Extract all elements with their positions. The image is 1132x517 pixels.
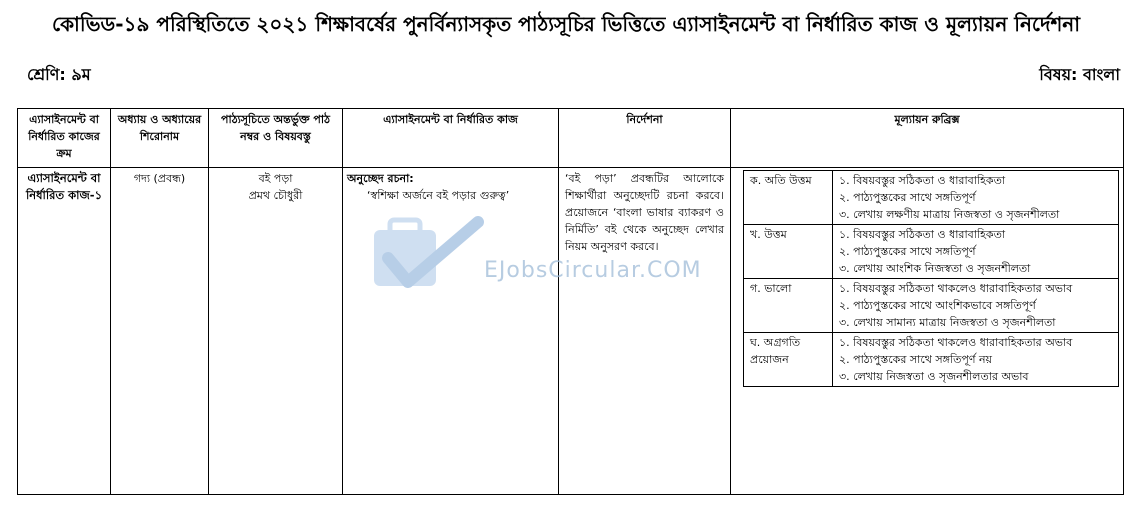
rubric-criterion: ৩. লেখায় সামান্য মাত্রায় নিজস্বতা ও সৃজনশীলতা xyxy=(839,316,1056,329)
header-lesson: পাঠ্যসূচিতে অন্তর্ভুক্ত পাঠ নম্বর ও বিষয়বস্তু xyxy=(209,109,343,168)
cell-rubric xyxy=(731,168,1124,495)
rubric-criterion: ২. পাঠ্যপুস্তকের সাথে সঙ্গতিপূর্ণ xyxy=(839,245,976,258)
rubric-table xyxy=(743,170,1119,387)
rubric-criteria xyxy=(833,333,1119,387)
rubric-row xyxy=(744,171,1119,225)
cell-assignment-no xyxy=(18,168,111,495)
rubric-criterion: ১. বিষয়বস্তুর সঠিকতা ও ধারাবাহিকতা xyxy=(839,174,1006,187)
table-header-row xyxy=(18,109,1124,168)
header-assignment-no: এ্যাসাইনমেন্ট বা নির্ধারিত কাজের ক্রম xyxy=(18,109,111,168)
rubric-level: ক. অতি উত্তম xyxy=(744,171,833,225)
cell-lesson xyxy=(209,168,343,495)
cell-chapter xyxy=(111,168,209,495)
subject-label: বিষয়: বাংলা xyxy=(1039,65,1120,84)
rubric-criteria xyxy=(833,279,1119,333)
header-rubric: মূল্যায়ন রুব্রিক্স xyxy=(731,109,1124,168)
rubric-criterion: ১. বিষয়বস্তুর সঠিকতা ও ধারাবাহিকতা xyxy=(839,228,1006,241)
rubric-criteria xyxy=(833,225,1119,279)
rubric-criterion: ৩. লেখায় নিজস্বতা ও সৃজনশীলতার অভাব xyxy=(839,370,1029,383)
header-chapter: অধ্যায় ও অধ্যায়ের শিরোনাম xyxy=(111,109,209,168)
class-label: শ্রেণি: ৯ম xyxy=(27,65,91,84)
assignment-table xyxy=(17,108,1124,495)
task-topic: ‘স্বশিক্ষা অর্জনে বই পড়ার গুরুত্ব’ xyxy=(367,189,510,202)
rubric-criterion: ২. পাঠ্যপুস্তকের সাথে সঙ্গতিপূর্ণ xyxy=(839,191,976,204)
cell-instruction xyxy=(559,168,731,495)
header-instruction: নির্দেশনা xyxy=(559,109,731,168)
rubric-criterion: ১. বিষয়বস্তুর সঠিকতা থাকলেও ধারাবাহিকতার অভাব xyxy=(839,336,1073,349)
rubric-row xyxy=(744,225,1119,279)
task-heading: অনুচ্ছেদ রচনা: xyxy=(347,172,414,185)
instruction-text: ‘বই পড়া’ প্রবন্ধটির আলোকে শিক্ষার্থীরা অনুচ্ছেদটি রচনা করবে। প্রয়োজনে ‘বাংলা ভাষার ব্যাকরণ ও নির্মিতি’ বই থেকে অনুচ্ছেদ লেখার নিয়ম অনুসরণ করবে। xyxy=(565,172,724,253)
lesson-title: বই পড়া xyxy=(258,172,293,185)
rubric-row xyxy=(744,333,1119,387)
header-task: এ্যাসাইনমেন্ট বা নির্ধারিত কাজ xyxy=(343,109,559,168)
rubric-row xyxy=(744,279,1119,333)
rubric-criteria xyxy=(833,171,1119,225)
watermark-text: EJobsCircular.COM xyxy=(484,258,702,283)
rubric-criterion: ১. বিষয়বস্তুর সঠিকতা থাকলেও ধারাবাহিকতার অভাব xyxy=(839,282,1073,295)
document-title: কোভিড-১৯ পরিস্থিতিতে ২০২১ শিক্ষাবর্ষের পুনর্বিন্যাসকৃত পাঠ্যসূচির ভিত্তিতে এ্যাসাইনমেন্ট বা নির্ধারিত কাজ ও মূল্যায়ন নির্দেশনা xyxy=(51,12,1081,36)
rubric-criterion: ৩. লেখায় লক্ষণীয় মাত্রায় নিজস্বতা ও সৃজনশীলতা xyxy=(839,208,1060,221)
chapter-text: গদ্য (প্রবন্ধ) xyxy=(133,172,186,185)
rubric-criterion: ৩. লেখায় আংশিক নিজস্বতা ও সৃজনশীলতা xyxy=(839,262,1031,275)
rubric-level: গ. ভালো xyxy=(744,279,833,333)
table-row xyxy=(18,168,1124,495)
lesson-author: প্রমথ চৌধুরী xyxy=(248,189,303,202)
assignment-no-text: এ্যাসাইনমেন্ট বা নির্ধারিত কাজ-১ xyxy=(25,171,103,202)
rubric-criterion: ২. পাঠ্যপুস্তকের সাথে সঙ্গতিপূর্ণ নয় xyxy=(839,353,993,366)
rubric-level: ঘ. অগ্রগতি প্রয়োজন xyxy=(744,333,833,387)
rubric-criterion: ২. পাঠ্যপুস্তকের সাথে আংশিকভাবে সঙ্গতিপূর্ণ xyxy=(839,299,1036,312)
cell-task xyxy=(343,168,559,495)
rubric-level: খ. উত্তম xyxy=(744,225,833,279)
